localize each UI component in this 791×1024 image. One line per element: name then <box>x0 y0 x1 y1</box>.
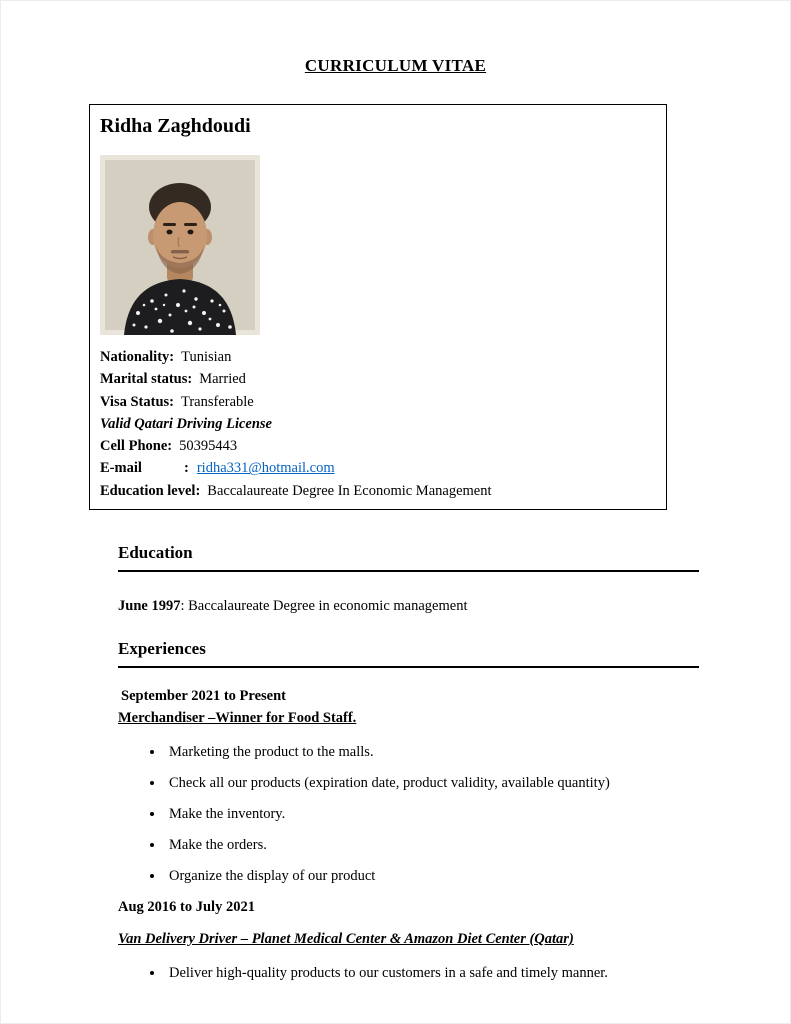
profile-box <box>89 104 667 510</box>
document-title: CURRICULUM VITAE <box>304 56 487 75</box>
marital-status-label: Marital status: <box>100 371 193 388</box>
job2-dates: Aug 2016 to July 2021 <box>118 899 255 916</box>
profile-name: Ridha Zaghdoudi <box>100 115 251 137</box>
job2-bullet-list <box>118 963 699 983</box>
email-colon: : <box>184 460 189 477</box>
list-item: • Check all our products (expiration date, product validity, available quantity) <box>165 773 699 793</box>
list-item: • Organize the display of our product <box>165 866 699 886</box>
job-entry-1 <box>118 686 699 886</box>
visa-status-value: Transferable <box>181 393 254 410</box>
education-level-label: Education level: <box>100 482 201 499</box>
driving-license-note: Valid Qatari Driving License <box>100 415 272 432</box>
education-entry <box>118 596 699 616</box>
job1-dates: September 2021 to Present <box>121 688 286 705</box>
education-entry-text: : Baccalaureate Degree in economic management <box>180 598 468 615</box>
job2-title: Van Delivery Driver – Planet Medical Center & Amazon Diet Center (Qatar) <box>118 931 574 948</box>
email-link[interactable]: ridha331@hotmail.com <box>196 460 335 477</box>
cell-phone-field <box>100 436 654 456</box>
visa-status-field <box>100 392 654 412</box>
education-heading: Education <box>118 542 699 572</box>
profile-fields <box>100 347 654 501</box>
email-field <box>100 458 654 478</box>
experiences-section <box>118 638 699 983</box>
list-item: • Marketing the product to the malls. <box>165 742 699 762</box>
email-label: E-mail <box>100 460 142 477</box>
visa-status-label: Visa Status: <box>100 393 174 410</box>
job1-bullet-list <box>118 742 699 886</box>
job-entry-2 <box>118 897 699 983</box>
list-item: • Deliver high-quality products to our customers in a safe and timely manner. <box>165 963 699 983</box>
job1-title: Merchandiser –Winner for Food Staff. <box>118 710 357 727</box>
marital-status-field <box>100 369 654 389</box>
cell-phone-label: Cell Phone: <box>100 438 173 455</box>
experiences-heading: Experiences <box>118 638 699 668</box>
education-level-field <box>100 481 654 501</box>
nationality-value: Tunisian <box>181 349 232 365</box>
education-entry-date: June 1997 <box>118 598 181 615</box>
profile-photo <box>100 155 260 335</box>
list-item: • Make the inventory. <box>165 804 699 824</box>
cell-phone-value: 50395443 <box>179 438 238 455</box>
education-level-value: Baccalaureate Degree In Economic Management <box>207 482 492 499</box>
nationality-field <box>100 347 654 367</box>
marital-status-value: Married <box>199 371 246 388</box>
education-section <box>118 542 699 616</box>
nationality-label: Nationality: <box>100 349 175 365</box>
list-item: • Make the orders. <box>165 835 699 855</box>
